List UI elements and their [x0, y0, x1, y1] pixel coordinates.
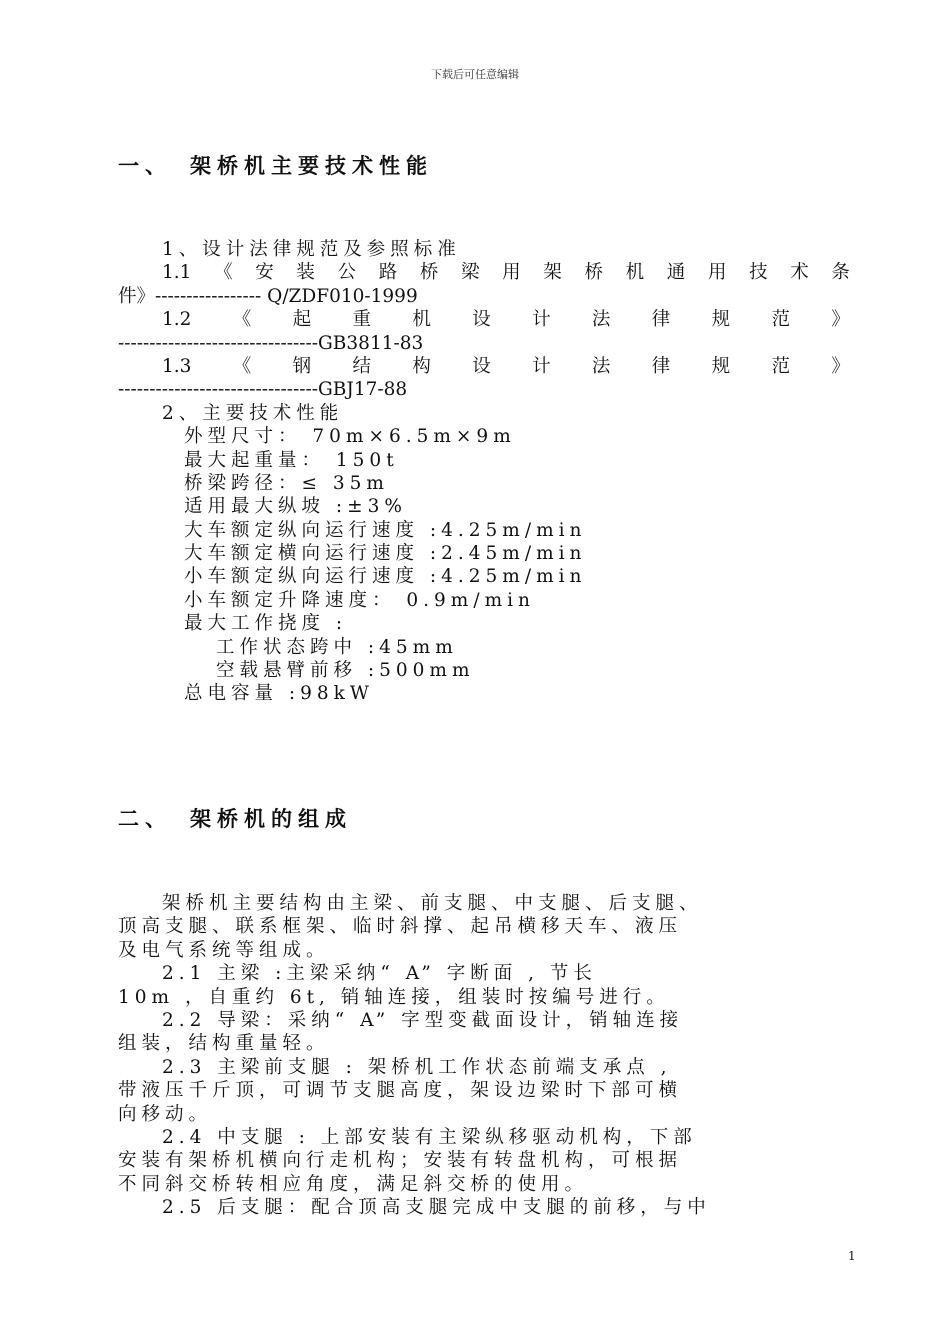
section-2-title: 架桥机的组成	[190, 807, 352, 831]
section-2-heading	[118, 803, 352, 833]
justified-token: 1.2	[162, 309, 192, 331]
item-2-2-line: 组装，结构重量轻。	[118, 1033, 330, 1055]
justified-token: 桥	[584, 262, 603, 284]
justified-token: 《	[232, 355, 252, 377]
justified-token: 安	[255, 262, 274, 284]
power-capacity: 总电容量 :98kW	[184, 683, 374, 705]
justified-token: 范	[771, 309, 791, 331]
justified-token: 钢	[292, 355, 312, 377]
item-2-5-line: 2.5 后支腿：配合顶高支腿完成中支腿的前移，与中	[162, 1197, 711, 1219]
justified-token: 律	[651, 355, 671, 377]
standard-1-3-line	[118, 355, 850, 378]
justified-token: 法	[591, 355, 611, 377]
justified-token: 术	[790, 262, 809, 284]
justified-token: 架	[543, 262, 562, 284]
item-2-4-line: 安装有架桥机横向行走机构；安装有转盘机构，可根据	[118, 1150, 683, 1172]
justified-token: 构	[412, 355, 431, 377]
item-2-4-line: 2.4 中支腿 : 上部安装有主梁纵移驱动机构，下部	[162, 1126, 697, 1148]
item-2-1-line: 10m ，自重约 6t, 销轴连接，组装时按编号进行。	[118, 986, 670, 1008]
justified-token: 路	[378, 262, 398, 284]
spec-item: 桥梁跨径：≤ 35m	[184, 472, 389, 494]
deflection-item: 空载悬臂前移 :500mm	[216, 660, 475, 682]
section-2-body	[118, 892, 850, 1219]
spec-item: 外型尺寸： 70m×6.5m×9m	[184, 426, 516, 448]
justified-token: 机	[625, 262, 645, 284]
justified-token: 范	[771, 355, 791, 377]
section-2-number: 二、	[118, 807, 172, 831]
spec-item: 大车额定纵向运行速度 :4.25m/min	[184, 519, 587, 541]
justified-token: 》	[831, 355, 850, 377]
justified-token: 法	[591, 309, 611, 331]
item-2-3-line: 2.3 主梁前支腿 : 架桥机工作状态前端支承点 ,	[162, 1056, 672, 1078]
justified-token: 计	[532, 355, 551, 377]
intro-line: 顶高支腿、联系框架、临时斜撑、起吊横移天车、液压	[118, 916, 683, 938]
spec-item: 小车额定纵向运行速度 :4.25m/min	[184, 566, 587, 588]
justified-token: 》	[831, 309, 850, 331]
item-2-4-line: 不同斜交桥转相应角度，满足斜交桥的使用。	[118, 1173, 589, 1195]
justified-token: 装	[296, 262, 315, 284]
section-1-title: 架桥机主要技术性能	[190, 154, 433, 178]
justified-token: 用	[502, 262, 521, 284]
justified-token: 设	[472, 355, 491, 377]
item-2-1-line: 2.1 主梁 :主梁采纳“ A” 字断面 , 节长	[162, 963, 597, 985]
spec-item: 小车额定升降速度： 0.9m/min	[184, 589, 535, 611]
section-1-number: 一、	[118, 154, 172, 178]
section-1-heading	[118, 150, 433, 180]
justified-token: 机	[412, 309, 431, 331]
justified-token: 规	[711, 355, 731, 377]
standard-1-2-code: --------------------------------GB3811-83	[118, 332, 424, 354]
subsection-1-heading: 1、设计法律规范及参照标准	[162, 239, 461, 260]
page-header: 下载后可任意编辑	[431, 68, 519, 81]
justified-token: 梁	[461, 262, 480, 284]
item-2-3-line: 带液压千斤顶，可调节支腿高度，架设边梁时下部可横	[118, 1080, 683, 1102]
justified-token: 用	[707, 262, 727, 284]
justified-token: 公	[337, 262, 357, 284]
justified-token: 1.3	[162, 355, 192, 377]
justified-token: 《	[214, 262, 233, 284]
item-2-3-line: 向移动。	[118, 1103, 213, 1125]
justified-token: 起	[292, 309, 312, 331]
intro-line: 及电气系统等组成。	[118, 939, 330, 961]
justified-token: 结	[352, 355, 371, 377]
section-1-body	[118, 238, 850, 706]
standard-1-1-code: 件》----------------- Q/ZDF010-1999	[118, 285, 418, 307]
spec-item: 适用最大纵坡 :±3%	[184, 496, 407, 518]
justified-token: 条	[831, 262, 850, 284]
spec-item: 大车额定横向运行速度 :2.45m/min	[184, 543, 587, 565]
justified-token: 通	[666, 262, 686, 284]
justified-token: 设	[472, 309, 491, 331]
standard-1-2-line	[118, 308, 850, 331]
justified-token: 重	[352, 309, 371, 331]
justified-token: 规	[711, 309, 731, 331]
justified-token: 《	[232, 309, 252, 331]
justified-token: 1.1	[162, 262, 192, 284]
spec-item: 最大起重量： 150t	[184, 449, 399, 471]
page-number: 1	[848, 1249, 856, 1263]
spec-item: 最大工作挠度 :	[184, 613, 348, 635]
justified-token: 律	[651, 309, 671, 331]
intro-line: 架桥机主要结构由主梁、前支腿、中支腿、后支腿、	[162, 893, 703, 914]
standard-1-1-line	[118, 261, 850, 284]
justified-token: 桥	[419, 262, 439, 284]
justified-token: 技	[749, 262, 768, 284]
item-2-2-line: 2.2 导梁：采纳“ A” 字型变截面设计，销轴连接	[162, 1009, 684, 1031]
justified-token: 计	[532, 309, 551, 331]
subsection-2-heading: 2、主要技术性能	[162, 402, 344, 424]
deflection-item: 工作状态跨中 :45mm	[216, 636, 458, 658]
standard-1-3-code: --------------------------------GBJ17-88	[118, 379, 408, 401]
